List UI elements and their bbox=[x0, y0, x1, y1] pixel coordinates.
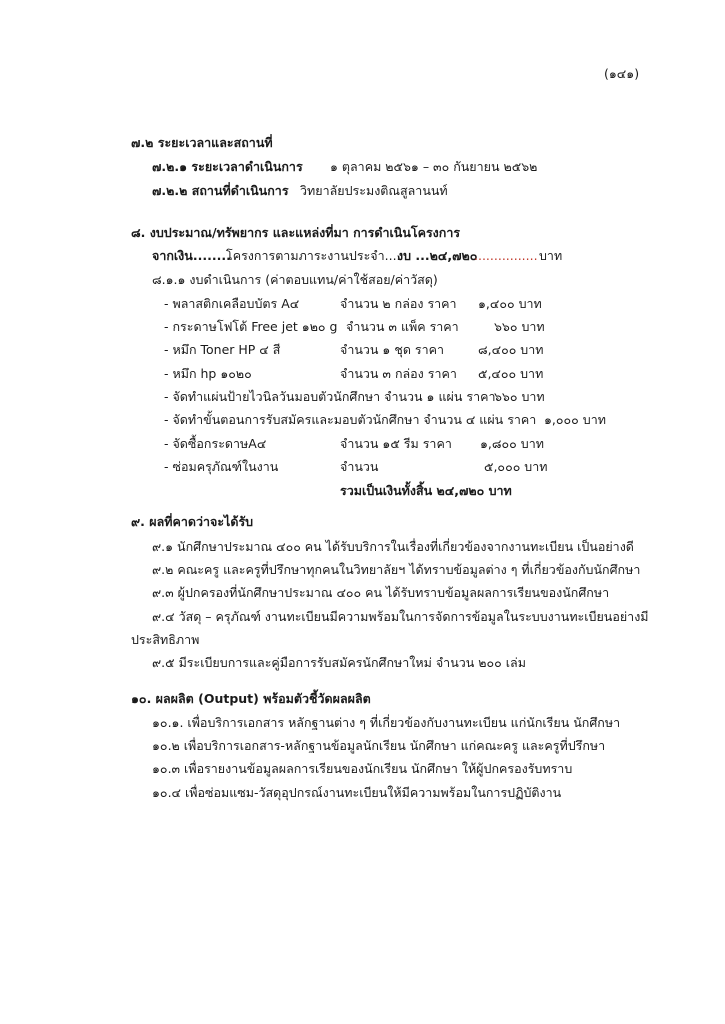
expected-result-line: ประสิทธิภาพ bbox=[131, 632, 200, 647]
output-line: ๑๐.๑. เพื่อบริการเอกสาร หลักฐานต่าง ๆ ที่เกี่ยวข้องกับงานทะเบียน แก่นักเรียน นักศึกษา bbox=[152, 715, 621, 730]
budget-item-name: - หมึก hp ๑๐๒๐ bbox=[164, 366, 252, 381]
section-9-heading: ๙. ผลที่คาดว่าจะได้รับ bbox=[131, 514, 254, 529]
budget-item-qty: จำนวน ๑ ชุด ราคา bbox=[340, 342, 445, 357]
budget-dots: ................ bbox=[474, 248, 538, 263]
budget-item-price: ๖๖๐ บาท bbox=[494, 319, 545, 334]
budget-item-name: - พลาสติกเคลือบบัตร A๔ bbox=[164, 296, 300, 311]
budget-item-qty: จำนวน ๒ กล่อง ราคา bbox=[340, 296, 457, 311]
output-line: ๑๐.๓ เพื่อรายงานข้อมูลผลการเรียนของนักเรียน นักศึกษา ให้ผู้ปกครองรับทราบ bbox=[152, 761, 573, 776]
budget-item-qty: จำนวน ๑๕ รีม ราคา bbox=[340, 436, 452, 451]
budget-amount: งบ ...๒๔,๗๒๐ bbox=[397, 248, 478, 263]
period-label: ๗.๒.๑ ระยะเวลาดำเนินการ bbox=[152, 159, 303, 174]
expected-result-line: ๙.๓ ผู้ปกครองที่นักศึกษาประมาณ ๔๐๐ คน ได้รับทราบข้อมูลผลการเรียนของนักศึกษา bbox=[152, 585, 610, 600]
budget-item-price: ๑,๐๐๐ บาท bbox=[544, 412, 606, 427]
section-10-heading: ๑๐. ผลผลิต (Output) พร้อมตัวชี้วัดผลผลิต bbox=[131, 691, 371, 706]
expected-result-line: ๙.๒ คณะครู และครูที่ปรึกษาทุกคนในวิทยาลัยฯ ได้ทราบข้อมูลต่าง ๆ ที่เกี่ยวข้องกับนักศึกษา bbox=[152, 562, 641, 577]
budget-item-qty: จำนวน ๓ กล่อง ราคา bbox=[340, 366, 457, 381]
place-label: ๗.๒.๒ สถานที่ดำเนินการ bbox=[152, 183, 289, 198]
budget-source-label: จากเงิน........ bbox=[152, 248, 231, 263]
budget-item-name: - ซ่อมครุภัณฑ์ในงาน bbox=[164, 459, 279, 474]
expected-result-line: ๙.๕ มีระเบียบการและคู่มือการรับสมัครนักศึกษาใหม่ จำนวน ๒๐๐ เล่ม bbox=[152, 655, 526, 670]
budget-item-price: ๑,๔๐๐ บาท bbox=[478, 296, 542, 311]
expected-result-line: ๙.๔ วัสดุ – ครุภัณฑ์ งานทะเบียนมีความพร้อมในการจัดการข้อมูลในระบบงานทะเบียนอย่างมี bbox=[152, 609, 649, 624]
budget-item-name: - จัดทำขั้นตอนการรับสมัครและมอบตัวนักศึกษา จำนวน ๔ แผ่น ราคา bbox=[164, 412, 537, 427]
budget-item-qty: จำนวน ๓ แพ็ค ราคา bbox=[346, 319, 459, 334]
budget-item-price: ๕,๐๐๐ บาท bbox=[484, 459, 548, 474]
operating-budget-subheading: ๘.๑.๑ งบดำเนินการ (ค่าตอบแทน/ค่าใช้สอย/ค่าวัสดุ) bbox=[152, 272, 438, 287]
place-value: วิทยาลัยประมงติณสูลานนท์ bbox=[300, 183, 448, 198]
page-number: (๑๔๑) bbox=[604, 66, 640, 81]
budget-item-name: - หมึก Toner HP ๔ สี bbox=[164, 342, 281, 357]
budget-item-qty: จำนวน bbox=[340, 459, 379, 474]
output-line: ๑๐.๒ เพื่อบริการเอกสาร-หลักฐานข้อมูลนักเรียน นักศึกษา แก่คณะครู และครูที่ปรึกษา bbox=[152, 738, 606, 753]
section-7-2-heading: ๗.๒ ระยะเวลาและสถานที่ bbox=[131, 135, 273, 150]
budget-item-name: - กระดาษโฟโต้ Free jet ๑๒๐ g bbox=[164, 319, 338, 334]
budget-item-name: - จัดซื้อกระดาษA๔ bbox=[164, 436, 267, 451]
budget-item-price: ๖๖๐ บาท bbox=[494, 389, 545, 404]
budget-item-price: ๑,๘๐๐ บาท bbox=[480, 436, 544, 451]
budget-unit: บาท bbox=[539, 248, 563, 263]
output-line: ๑๐.๔ เพื่อซ่อมแซม-วัสดุอุปกรณ์งานทะเบียนให้มีความพร้อมในการปฏิบัติงาน bbox=[152, 785, 562, 800]
budget-total: รวมเป็นเงินทั้งสิ้น ๒๔,๗๒๐ บาท bbox=[340, 483, 512, 498]
budget-source-project: โครงการตามภาระงานประจำ.... bbox=[226, 248, 401, 263]
period-value: ๑ ตุลาคม ๒๕๖๑ – ๓๐ กันยายน ๒๕๖๒ bbox=[330, 159, 538, 174]
section-8-heading: ๘. งบประมาณ/ทรัพยากร และแหล่งที่มา การดำเนินโครงการ bbox=[131, 225, 461, 240]
expected-result-line: ๙.๑ นักศึกษาประมาณ ๔๐๐ คน ได้รับบริการในเรื่องที่เกี่ยวข้องจากงานทะเบียน เป็นอย่างดี bbox=[152, 539, 634, 554]
budget-item-name: - จัดทำแผ่นป้ายไวนิลวันมอบตัวนักศึกษา จำนวน ๑ แผ่น ราคา bbox=[164, 389, 496, 404]
budget-item-price: ๘,๔๐๐ บาท bbox=[478, 342, 544, 357]
budget-item-price: ๕,๔๐๐ บาท bbox=[478, 366, 544, 381]
